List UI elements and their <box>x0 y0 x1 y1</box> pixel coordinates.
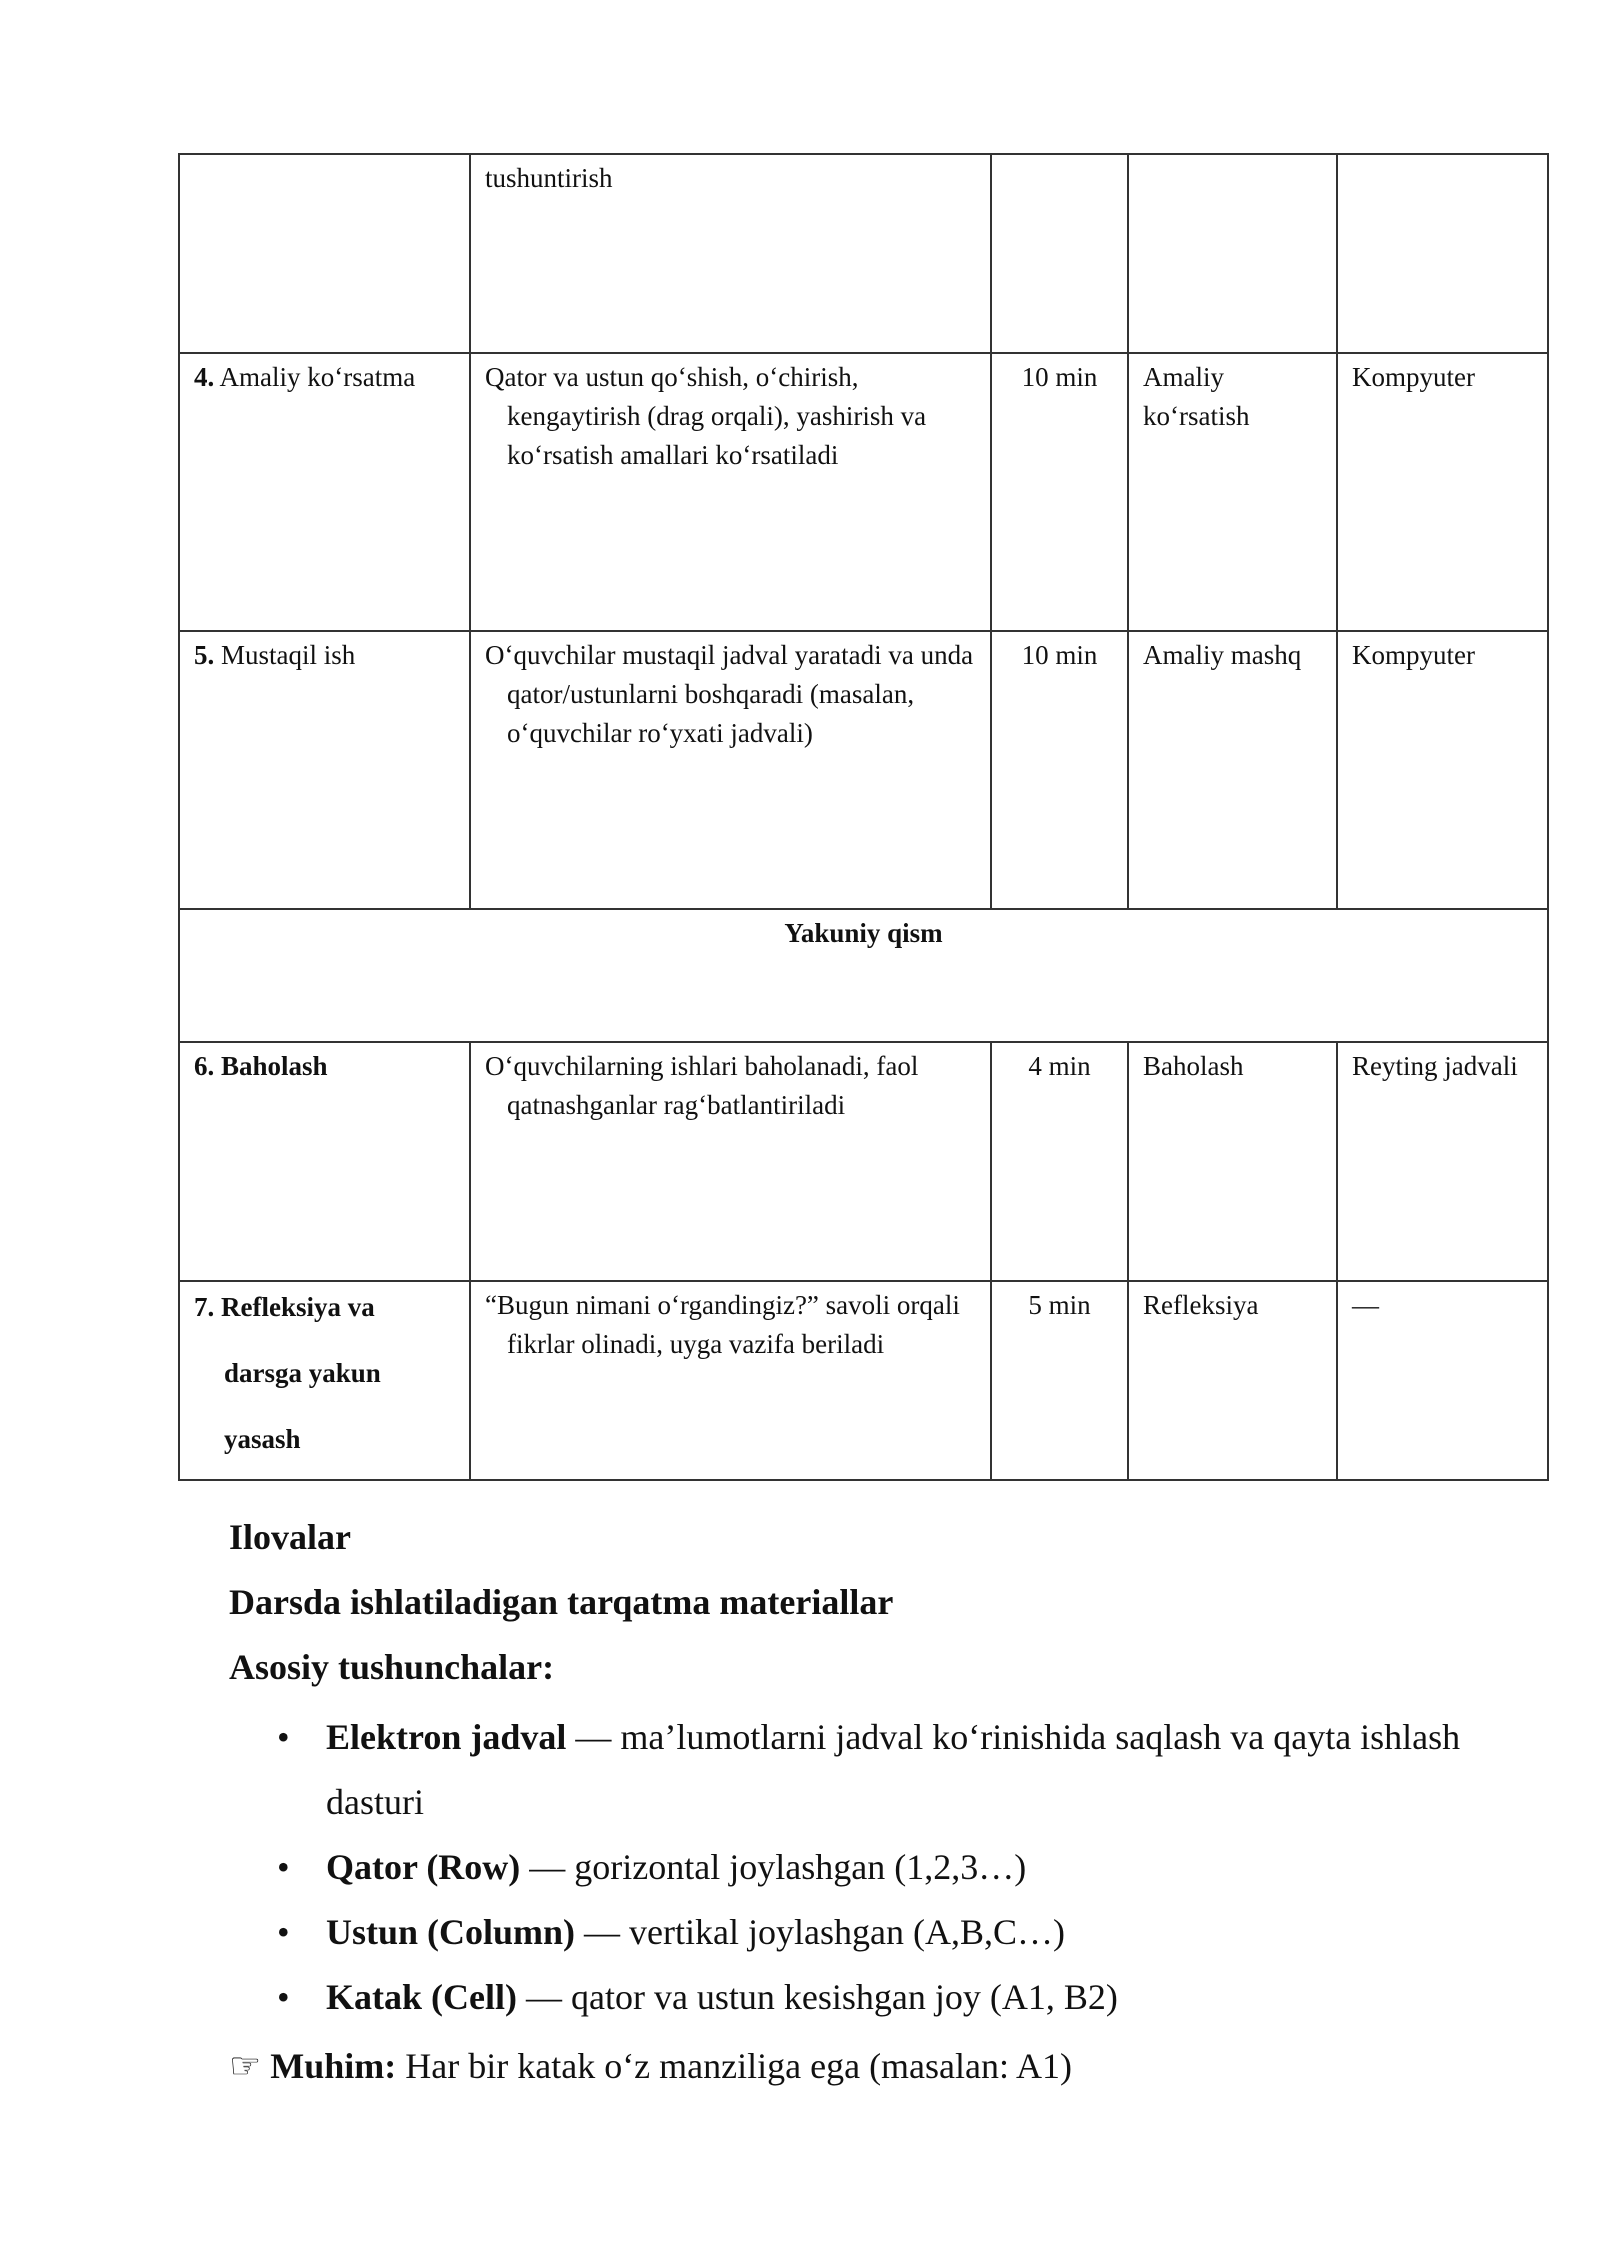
pointing-hand-icon: ☞ <box>229 2046 262 2086</box>
method-cell: Refleksiya <box>1128 1281 1337 1480</box>
description-cell: tushuntirish <box>470 154 991 353</box>
description-cell: O‘quvchilar mustaqil jadval yaratadi va unda qator/ustunlarni boshqaradi (masalan, o‘quvchilar ro‘yxati jadvali) <box>470 631 991 909</box>
important-note <box>229 2034 1529 2099</box>
appendix-title: Ilovalar <box>229 1517 351 1557</box>
time-cell: 4 min <box>991 1042 1128 1281</box>
note-text: Har bir katak o‘z manziliga ega (masalan: A1) <box>396 2046 1073 2086</box>
method-cell: Baholash <box>1128 1042 1337 1281</box>
bullet-icon: • <box>277 1912 290 1952</box>
description-cell: O‘quvchilarning ishlari baholanadi, faol qatnashganlar rag‘batlantiriladi <box>470 1042 991 1281</box>
section-title: Yakuniy qism <box>179 909 1548 1042</box>
terms-list <box>229 1705 1529 2030</box>
tool-cell: Kompyuter <box>1337 631 1548 909</box>
list-item: • Ustun (Column) — vertikal joylashgan (A,B,C…) <box>229 1900 1529 1965</box>
method-cell <box>1128 154 1337 353</box>
list-item: • Qator (Row) — gorizontal joylashgan (1,2,3…) <box>229 1835 1529 1900</box>
appendix-subtitle: Darsda ishlatiladigan tarqatma materiallar <box>229 1582 894 1622</box>
table-row <box>179 353 1548 631</box>
table-row <box>179 1042 1548 1281</box>
stage-cell: 6. Baholash <box>179 1042 470 1281</box>
table-row <box>179 154 1548 353</box>
time-cell: 10 min <box>991 631 1128 909</box>
method-cell: Amaliy ko‘rsatish <box>1128 353 1337 631</box>
time-cell <box>991 154 1128 353</box>
stage-cell: 5. Mustaqil ish <box>179 631 470 909</box>
description-cell: Qator va ustun qo‘shish, o‘chirish, kengaytirish (drag orqali), yashirish va ko‘rsatish amallari ko‘rsatiladi <box>470 353 991 631</box>
bullet-icon: • <box>277 1717 290 1757</box>
stage-cell: 4. Amaliy ko‘rsatma <box>179 353 470 631</box>
time-cell: 10 min <box>991 353 1128 631</box>
list-item: • Elektron jadval — ma’lumotlarni jadval ko‘rinishida saqlash va qayta ishlash dasturi <box>229 1705 1529 1835</box>
bullet-icon: • <box>277 1847 290 1887</box>
table-row <box>179 1281 1548 1480</box>
bullet-icon: • <box>277 1977 290 2017</box>
lesson-plan-table <box>178 153 1549 1481</box>
tool-cell: Kompyuter <box>1337 353 1548 631</box>
stage-label: 7. Refleksiya va darsga yakun yasash <box>194 1292 381 1454</box>
table-row <box>179 631 1548 909</box>
note-label: Muhim: <box>270 2046 397 2086</box>
time-cell: 5 min <box>991 1281 1128 1480</box>
method-cell: Amaliy mashq <box>1128 631 1337 909</box>
tool-cell: Reyting jadvali <box>1337 1042 1548 1281</box>
stage-cell <box>179 154 470 353</box>
tool-cell <box>1337 154 1548 353</box>
appendix <box>229 1510 1529 2099</box>
concepts-heading: Asosiy tushunchalar: <box>229 1647 555 1687</box>
tool-cell: — <box>1337 1281 1548 1480</box>
description-cell: “Bugun nimani o‘rgandingiz?” savoli orqali fikrlar olinadi, uyga vazifa beriladi <box>470 1281 991 1480</box>
list-item: • Katak (Cell) — qator va ustun kesishgan joy (A1, B2) <box>229 1965 1529 2030</box>
stage-cell <box>179 1281 470 1480</box>
section-row <box>179 909 1548 1042</box>
